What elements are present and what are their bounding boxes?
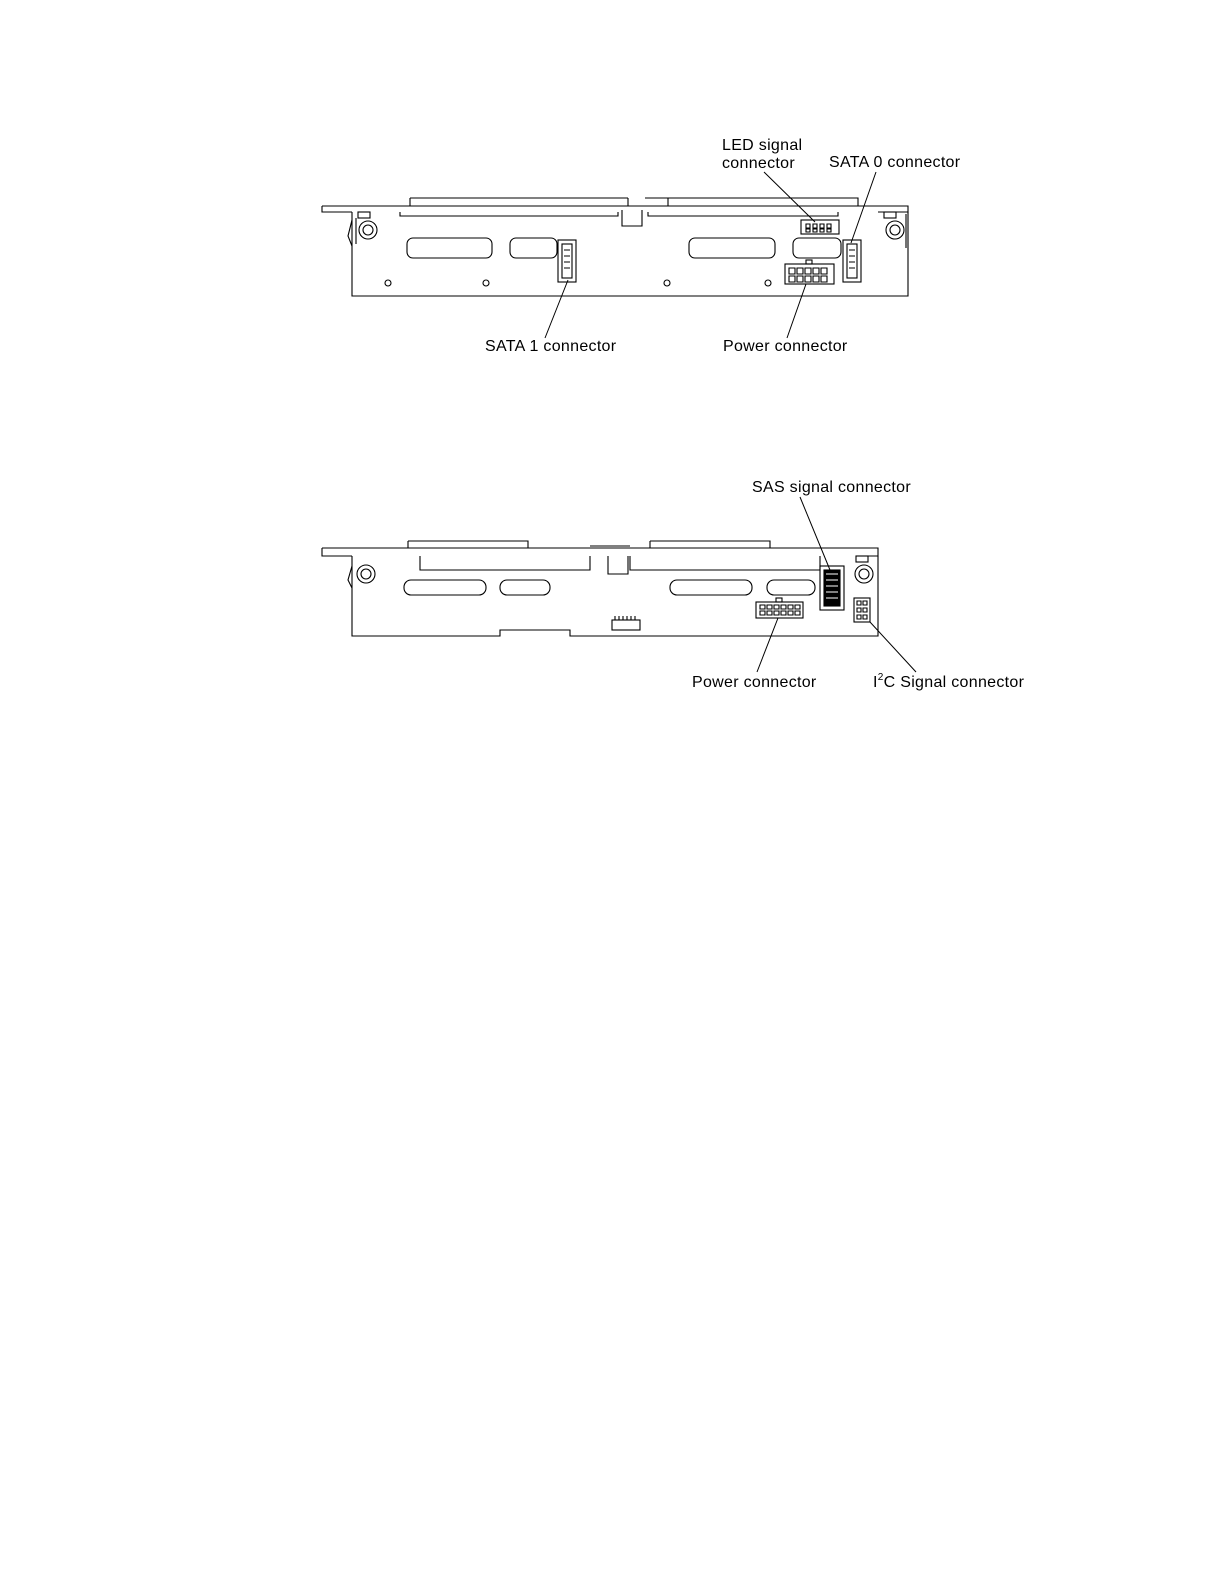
power-label-2: Power connector: [692, 674, 817, 691]
small-header-shape: [612, 616, 640, 630]
leader-sas: [800, 497, 830, 570]
mount-right-2: [855, 556, 873, 583]
power-label-1: Power connector: [723, 338, 848, 355]
sas-signal-label: SAS signal connector: [752, 479, 911, 496]
i2c-prefix: I: [873, 674, 878, 691]
slots-2: [404, 580, 815, 595]
i2c-signal-label: [873, 671, 1025, 692]
i2c-rest: C Signal connector: [883, 674, 1025, 691]
sata0-label: SATA 0 connector: [829, 154, 961, 171]
top-rail-2: [322, 541, 878, 636]
leader-power-2: [757, 618, 778, 672]
leader-i2c: [870, 622, 916, 672]
i2c-superscript: 2: [877, 671, 884, 683]
led-signal-label-line2: connector: [722, 155, 795, 172]
i2c-connector-shape: [854, 598, 870, 622]
led-signal-label-line1: LED signal: [722, 137, 803, 154]
backplane-figure-2: [0, 0, 1224, 720]
sas-connector-shape: [820, 566, 844, 610]
sata1-label: SATA 1 connector: [485, 338, 617, 355]
power-connector-shape-2: [756, 598, 803, 618]
